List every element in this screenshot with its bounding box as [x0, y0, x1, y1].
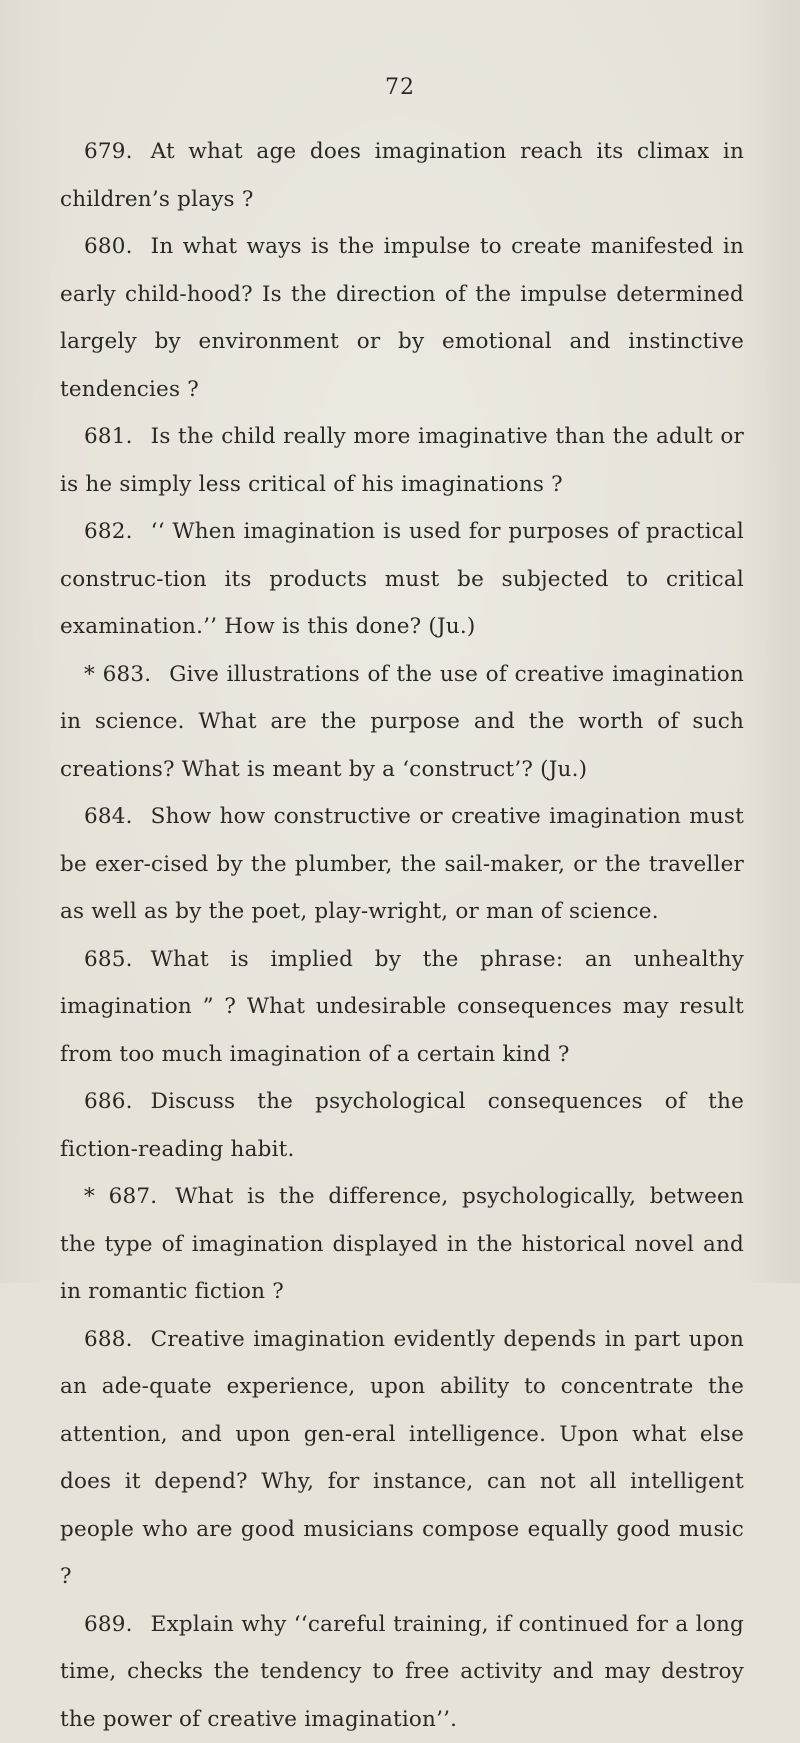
- question-text: Explain why ‘‘careful training, if continued for a long time, checks the tendency to free activity and may destroy the power of creative imagination’’.: [60, 1612, 744, 1732]
- question-text: What is implied by the phrase: an unhealthy imagination ” ? What undesirable consequences may result from too much imagination of a certain kind ?: [60, 947, 744, 1067]
- question-text: At what age does imagination reach its climax in children’s plays ?: [60, 139, 744, 212]
- question-number: * 687.: [84, 1184, 157, 1209]
- question-number: 681.: [84, 424, 133, 449]
- question-list: [60, 128, 744, 1743]
- question-item: [60, 1173, 744, 1316]
- question-number: 684.: [84, 804, 133, 829]
- question-item: [60, 651, 744, 794]
- question-item: [60, 936, 744, 1079]
- question-item: [60, 223, 744, 413]
- question-number: 680.: [84, 234, 133, 259]
- question-item: [60, 413, 744, 508]
- question-number: 679.: [84, 139, 133, 164]
- question-number: 682.: [84, 519, 133, 544]
- question-text: Is the child really more imaginative than the adult or is he simply less critical of his imaginations ?: [60, 424, 744, 497]
- question-text: Discuss the psychological consequences of the fiction-reading habit.: [60, 1089, 744, 1162]
- question-text: Creative imagination evidently depends in part upon an ade-quate experience, upon ability to concentrate the attention, and upon gen-eral intelligence. Upon what else does it depend? Why, for instance, can not all intelligent people who are good musicians compose equally good music ?: [60, 1327, 744, 1590]
- question-item: [60, 1601, 744, 1743]
- question-item: [60, 128, 744, 223]
- question-number: 686.: [84, 1089, 133, 1114]
- question-number: 685.: [84, 947, 133, 972]
- question-item: [60, 1078, 744, 1173]
- question-item: [60, 1316, 744, 1601]
- question-number: 689.: [84, 1612, 133, 1637]
- question-text: In what ways is the impulse to create manifested in early child-hood? Is the direction of the impulse determined largely by environment or by emotional and instinctive tendencies ?: [60, 234, 744, 402]
- question-text: Give illustrations of the use of creative imagination in science. What are the purpose and the worth of such creations? What is meant by a ‘construct’? (Ju.): [60, 662, 744, 782]
- question-number: * 683.: [84, 662, 151, 687]
- question-item: [60, 793, 744, 936]
- question-number: 688.: [84, 1327, 133, 1352]
- question-text: Show how constructive or creative imagination must be exer-cised by the plumber, the sail-maker, or the traveller as well as by the poet, play-wright, or man of science.: [60, 804, 744, 924]
- question-text: What is the difference, psychologically, between the type of imagination displayed in the historical novel and in romantic fiction ?: [60, 1184, 744, 1304]
- question-text: ‘‘ When imagination is used for purposes of practical construc-tion its products must be subjected to critical examination.’’ How is this done? (Ju.): [60, 519, 744, 639]
- page-number: 72: [0, 74, 800, 102]
- question-item: [60, 508, 744, 651]
